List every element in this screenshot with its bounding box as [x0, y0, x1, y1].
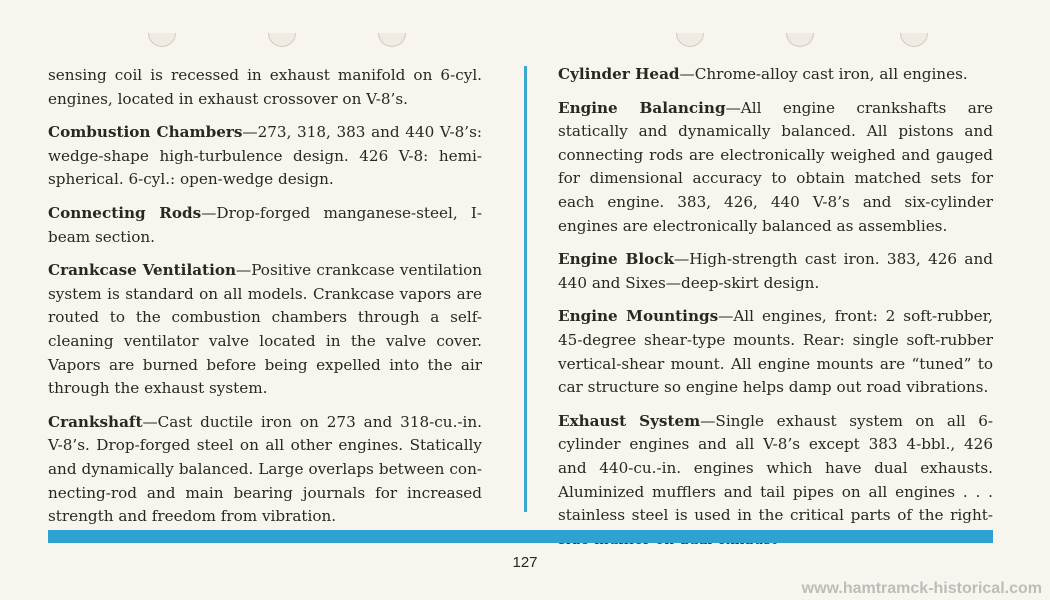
spec-text: —Drop-forged manganese-steel, I-beam section. — [48, 203, 482, 246]
spec-paragraph — [48, 64, 482, 111]
right-column — [558, 63, 993, 561]
spec-heading: Exhaust System — [558, 411, 701, 430]
spec-heading: Engine Balancing — [558, 98, 726, 117]
punch-hole — [676, 33, 704, 47]
spec-heading: Combustion Chambers — [48, 123, 243, 142]
spec-text: —Chrome-alloy cast iron, all engines. — [679, 65, 968, 83]
punch-hole — [900, 33, 928, 47]
spec-text: —All engine crankshafts are statically and dynamically balanced. All pistons and connecting rods are electronically weighed and gauged for dimensional accuracy to obtain matched sets for each engine. 383, 426, 440 V-8’s and six-cylinder engines are electronically balanced as assemblies. — [558, 98, 993, 235]
spec-heading: Crankcase Ventilation — [48, 261, 237, 280]
spec-text: sensing coil is recessed in exhaust manifold on 6-cyl. engines, located in exhaust crossover on V-8’s. — [48, 66, 482, 108]
column-divider — [524, 66, 527, 512]
spec-heading: Engine Block — [558, 250, 675, 269]
spec-paragraph — [558, 63, 993, 87]
spec-heading: Crankshaft — [48, 412, 143, 431]
spec-paragraph — [558, 305, 993, 399]
spec-paragraph — [48, 202, 482, 249]
punch-hole — [786, 33, 814, 47]
spec-paragraph — [558, 97, 993, 239]
spec-paragraph — [48, 121, 482, 192]
spec-heading: Cylinder Head — [558, 65, 680, 83]
punch-hole — [268, 33, 296, 47]
accent-band — [48, 530, 993, 543]
watermark: www.hamtramck-historical.com — [801, 580, 1042, 597]
punch-hole — [378, 33, 406, 47]
spec-text: —Positive crankcase ventilation system is standard on all models. Crankcase vapors are routed to the combustion chambers through a self-cleaning ventilator valve located in the valve cover. Vapors are burned before being expelled into the air through the exhaust system. — [48, 261, 482, 398]
spec-paragraph — [558, 248, 993, 295]
spec-heading: Connecting Rods — [48, 203, 202, 222]
spec-paragraph — [48, 411, 482, 529]
spec-text: —Cast ductile iron on 273 and 318-cu.-in. V-8’s. Drop-forged steel on all other engines. Statically and dynamically balanced. Large overlaps between connecting-rod and main bearing journals for increased strength and freedom from vibration. — [48, 412, 482, 526]
spec-heading: Engine Mountings — [558, 307, 719, 326]
spec-text: —High-strength cast iron. 383, 426 and 440 and Sixes—deep-skirt design. — [558, 250, 993, 292]
spec-paragraph — [48, 259, 482, 401]
spec-text: —273, 318, 383 and 440 V-8’s: wedge-shape high-turbulence design. 426 V-8: hemispherical. 6-cyl.: open-wedge design. — [48, 123, 482, 189]
spec-text: —Single exhaust system on all 6-cylinder engines and all V-8’s except 383 4-bbl., 426 and 440-cu.-in. engines which have dual exhausts. Aluminized mufflers and tail pipes on all engines . . . stainless steel is used in the critical parts of the right- — [558, 411, 994, 525]
spec-text: —All engines, front: 2 soft-rubber, 45-degree shear-type mounts. Rear: single soft-rubber vertical-shear mount. All engine mounts are “tuned” to car structure so engine helps damp out road vibrations. — [558, 307, 993, 397]
left-column — [48, 64, 482, 539]
page-number: 127 — [512, 554, 538, 571]
punch-hole — [148, 33, 176, 47]
